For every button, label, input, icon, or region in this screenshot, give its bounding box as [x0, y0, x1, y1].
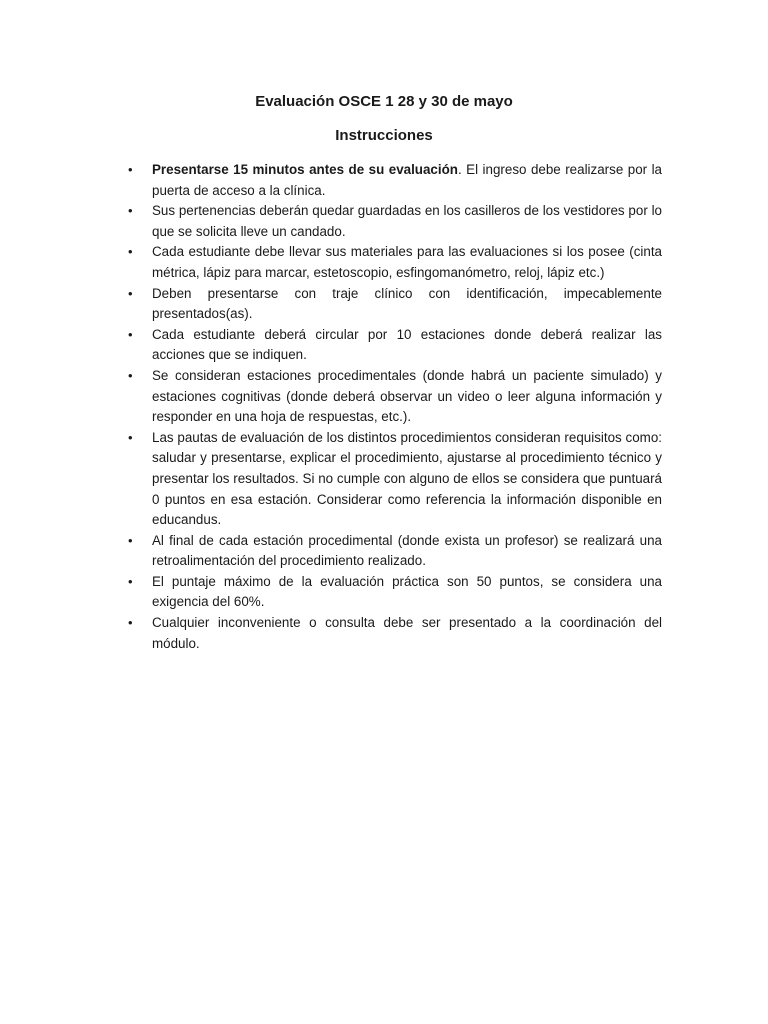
list-item [124, 366, 662, 428]
item-text: Deben presentarse con traje clínico con identificación, impecablemente presentados(as). [152, 285, 662, 322]
item-text: Al final de cada estación procedimental (donde exista un profesor) se realizará una retroalimentación del procedimiento realizado. [152, 532, 662, 569]
bullet-icon: • [128, 615, 133, 631]
list-item [124, 613, 662, 654]
list-item [124, 428, 662, 531]
list-item [124, 160, 662, 201]
bullet-icon: • [128, 532, 133, 548]
bullet-icon: • [128, 367, 133, 383]
list-item [124, 284, 662, 325]
bullet-icon: • [128, 429, 133, 445]
bullet-icon: • [128, 285, 133, 301]
bullet-icon: • [128, 162, 133, 177]
item-text: Cada estudiante debe llevar sus materiales para las evaluaciones si los posee (cinta métrica, lápiz para marcar, estetoscopio, esfingomanómetro, reloj, lápiz etc.) [152, 244, 662, 280]
instructions-list [124, 160, 662, 654]
list-item [124, 325, 662, 366]
item-text: Cada estudiante deberá circular por 10 estaciones donde deberá realizar las acciones que se indiquen. [152, 326, 662, 363]
item-lead: Presentarse 15 minutos antes de su evaluación [152, 162, 458, 177]
item-text: . El ingreso debe realizarse por la puerta de acceso a la clínica. [152, 162, 662, 198]
item-text: Sus pertenencias deberán quedar guardadas en los casilleros de los vestidores por lo que se solicita lleve un candado. [152, 203, 662, 239]
item-text: Se consideran estaciones procedimentales (donde habrá un paciente simulado) y estaciones cognitivas (donde deberá observar un video o leer alguna información y responder en una hoja de respuestas, etc.). [152, 367, 662, 425]
list-item [124, 201, 662, 242]
list-item [124, 242, 662, 283]
item-text: Cualquier inconveniente o consulta debe ser presentado a la coordinación del módulo. [152, 615, 662, 651]
bullet-icon: • [128, 326, 133, 342]
item-text: El puntaje máximo de la evaluación práctica son 50 puntos, se considera una exigencia del 60%. [152, 573, 662, 610]
item-text: Las pautas de evaluación de los distintos procedimientos consideran requisitos como: saludar y presentarse, explicar el procedimiento, ajustarse al procedimiento técnico y presentar los resultados. Si no cumple con alguno de ellos se considera que puntuará 0 puntos en esa estación. Considerar como referencia la información disponible en educandus. [152, 429, 662, 528]
bullet-icon: • [128, 203, 133, 219]
document-subtitle: Instrucciones [335, 127, 433, 144]
list-item [124, 572, 662, 613]
bullet-icon: • [128, 244, 133, 260]
document-title: Evaluación OSCE 1 28 y 30 de mayo [255, 93, 513, 110]
list-item [124, 531, 662, 572]
bullet-icon: • [128, 573, 133, 589]
